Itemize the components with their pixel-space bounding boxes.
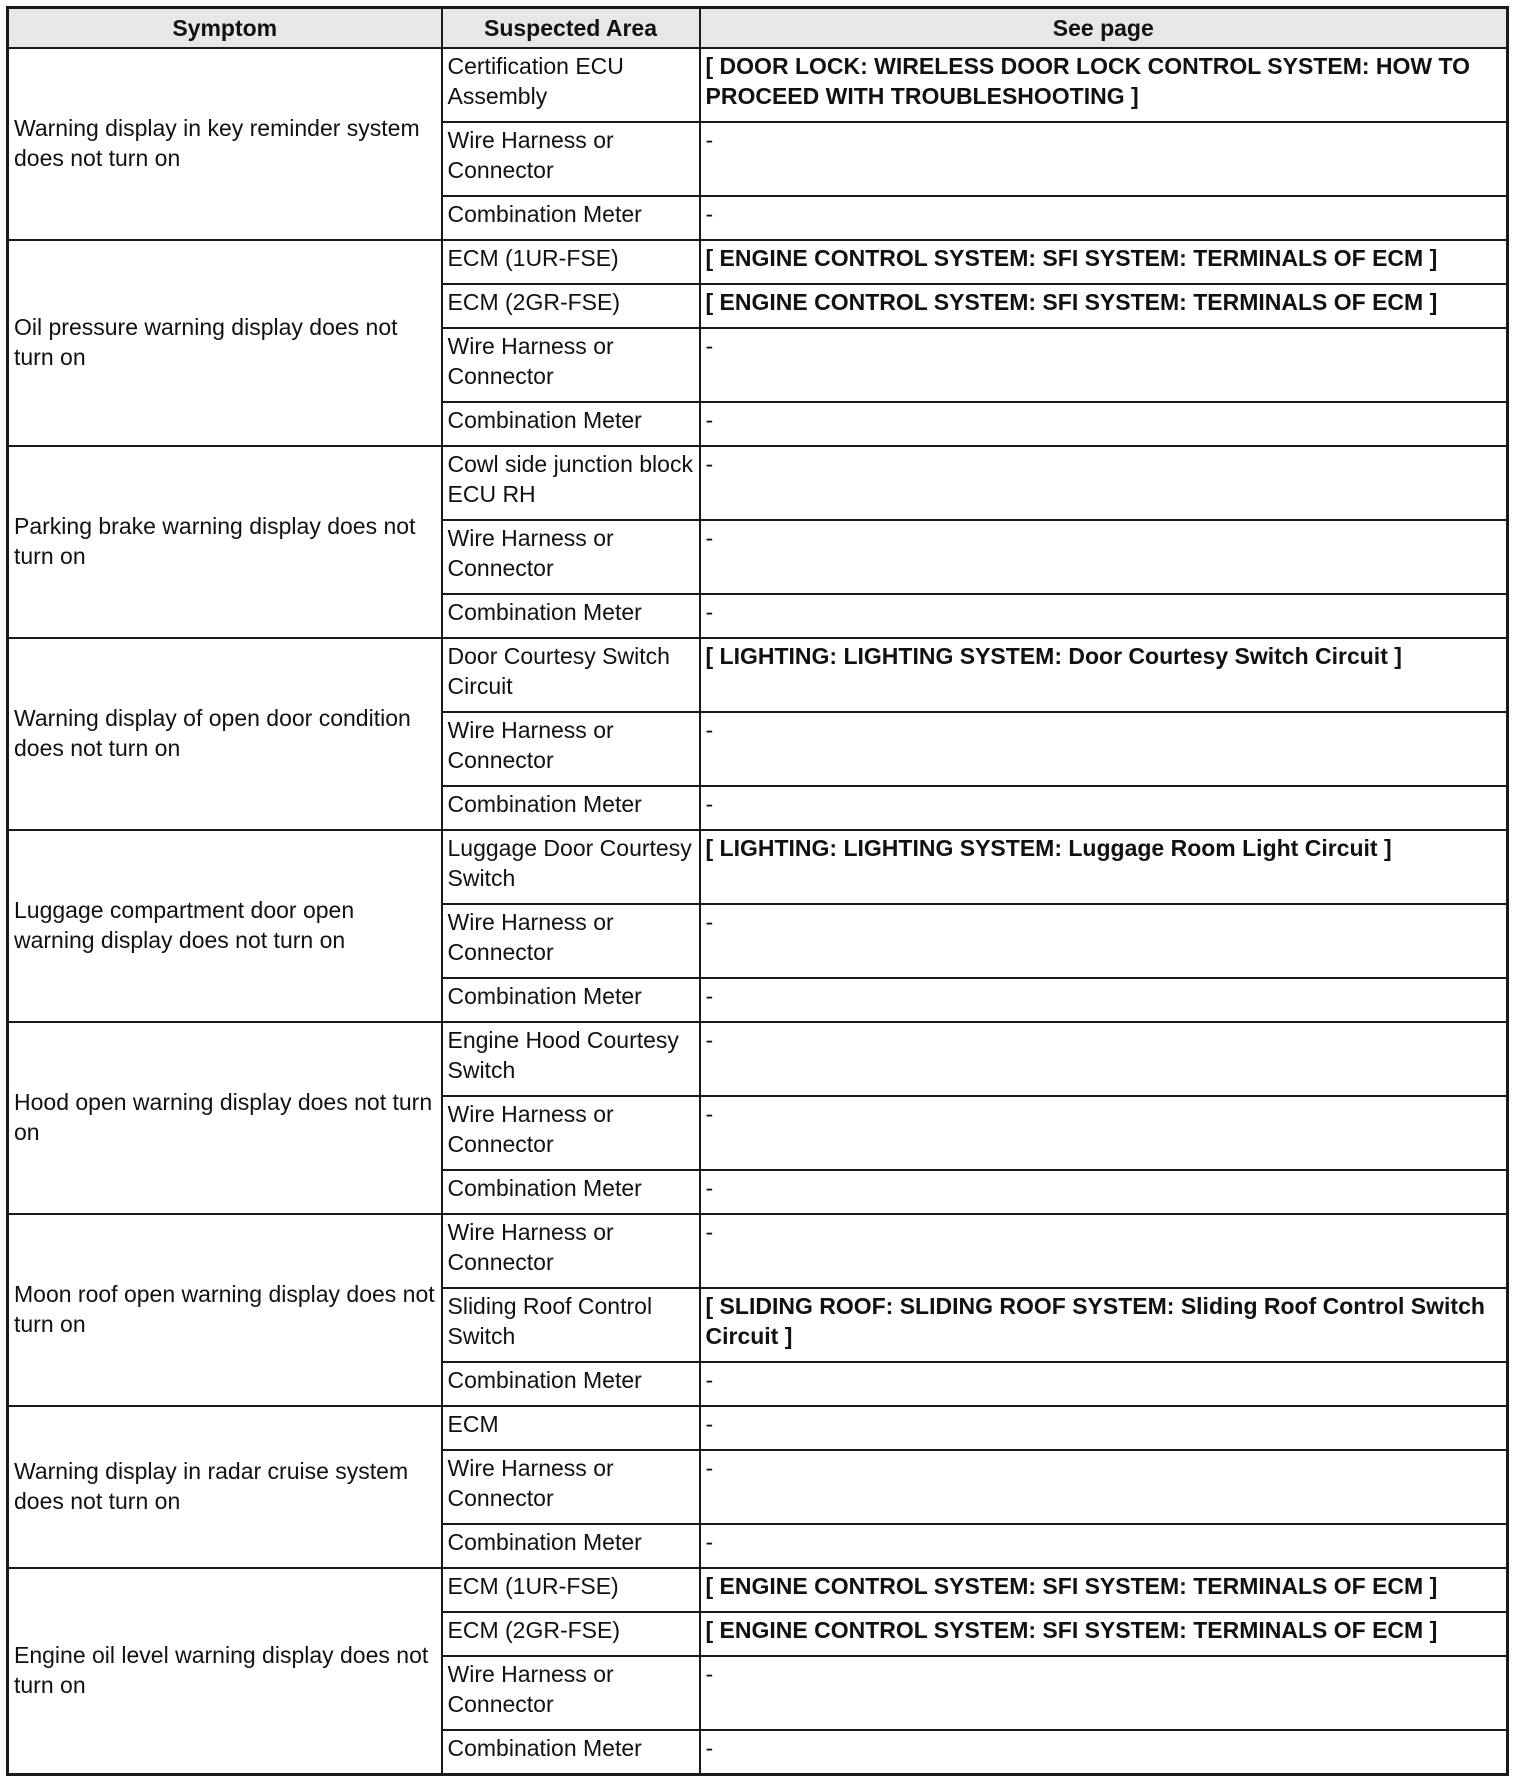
see-page-cell: - bbox=[700, 978, 1508, 1022]
table-row bbox=[8, 1214, 1508, 1288]
symptom-cell: Oil pressure warning display does not turn on bbox=[8, 240, 442, 446]
suspected-area-cell: ECM bbox=[442, 1406, 700, 1450]
suspected-area-cell: Combination Meter bbox=[442, 594, 700, 638]
symptom-cell: Luggage compartment door open warning display does not turn on bbox=[8, 830, 442, 1022]
table-row bbox=[8, 48, 1508, 122]
see-page-cell: - bbox=[700, 402, 1508, 446]
see-page-cell: - bbox=[700, 1096, 1508, 1170]
see-page-cell: - bbox=[700, 196, 1508, 240]
suspected-area-cell: Combination Meter bbox=[442, 1730, 700, 1775]
see-page-cell: - bbox=[700, 446, 1508, 520]
suspected-area-cell: ECM (1UR-FSE) bbox=[442, 240, 700, 284]
see-page-reference: [ SLIDING ROOF: SLIDING ROOF SYSTEM: Sliding Roof Control Switch Circuit ] bbox=[700, 1288, 1508, 1362]
suspected-area-cell: Door Courtesy Switch Circuit bbox=[442, 638, 700, 712]
header-row bbox=[8, 8, 1508, 49]
suspected-area-cell: Certification ECU Assembly bbox=[442, 48, 700, 122]
see-page-cell: - bbox=[700, 594, 1508, 638]
see-page-cell: - bbox=[700, 122, 1508, 196]
see-page-reference: [ ENGINE CONTROL SYSTEM: SFI SYSTEM: TERMINALS OF ECM ] bbox=[700, 1612, 1508, 1656]
see-page-cell: - bbox=[700, 328, 1508, 402]
suspected-area-cell: ECM (1UR-FSE) bbox=[442, 1568, 700, 1612]
suspected-area-cell: Engine Hood Courtesy Switch bbox=[442, 1022, 700, 1096]
suspected-area-cell: Wire Harness or Connector bbox=[442, 1656, 700, 1730]
symptom-cell: Moon roof open warning display does not turn on bbox=[8, 1214, 442, 1406]
suspected-area-cell: ECM (2GR-FSE) bbox=[442, 284, 700, 328]
see-page-reference: [ ENGINE CONTROL SYSTEM: SFI SYSTEM: TERMINALS OF ECM ] bbox=[700, 284, 1508, 328]
symptom-cell: Engine oil level warning display does not turn on bbox=[8, 1568, 442, 1775]
see-page-cell: - bbox=[700, 1524, 1508, 1568]
symptom-cell: Warning display in key reminder system does not turn on bbox=[8, 48, 442, 240]
suspected-area-cell: Wire Harness or Connector bbox=[442, 122, 700, 196]
suspected-area-cell: Combination Meter bbox=[442, 1170, 700, 1214]
suspected-area-cell: Wire Harness or Connector bbox=[442, 1096, 700, 1170]
table-row bbox=[8, 1022, 1508, 1096]
header-suspected-area: Suspected Area bbox=[442, 8, 700, 49]
see-page-cell: - bbox=[700, 1022, 1508, 1096]
suspected-area-cell: Combination Meter bbox=[442, 1524, 700, 1568]
table-row bbox=[8, 446, 1508, 520]
symptom-cell: Warning display in radar cruise system does not turn on bbox=[8, 1406, 442, 1568]
suspected-area-cell: Wire Harness or Connector bbox=[442, 712, 700, 786]
see-page-cell: - bbox=[700, 1450, 1508, 1524]
symptom-cell: Parking brake warning display does not turn on bbox=[8, 446, 442, 638]
see-page-cell: - bbox=[700, 1730, 1508, 1775]
symptom-cell: Warning display of open door condition does not turn on bbox=[8, 638, 442, 830]
see-page-cell: - bbox=[700, 1170, 1508, 1214]
header-see-page: See page bbox=[700, 8, 1508, 49]
suspected-area-cell: Wire Harness or Connector bbox=[442, 1450, 700, 1524]
see-page-cell: - bbox=[700, 904, 1508, 978]
table-row bbox=[8, 830, 1508, 904]
suspected-area-cell: Combination Meter bbox=[442, 978, 700, 1022]
table-row bbox=[8, 1568, 1508, 1612]
header-symptom: Symptom bbox=[8, 8, 442, 49]
suspected-area-cell: Combination Meter bbox=[442, 402, 700, 446]
suspected-area-cell: Wire Harness or Connector bbox=[442, 1214, 700, 1288]
see-page-cell: - bbox=[700, 1656, 1508, 1730]
suspected-area-cell: Combination Meter bbox=[442, 196, 700, 240]
table-row bbox=[8, 1406, 1508, 1450]
see-page-cell: - bbox=[700, 786, 1508, 830]
suspected-area-cell: Wire Harness or Connector bbox=[442, 328, 700, 402]
suspected-area-cell: Wire Harness or Connector bbox=[442, 904, 700, 978]
suspected-area-cell: Wire Harness or Connector bbox=[442, 520, 700, 594]
suspected-area-cell: Sliding Roof Control Switch bbox=[442, 1288, 700, 1362]
suspected-area-cell: Combination Meter bbox=[442, 786, 700, 830]
see-page-reference: [ DOOR LOCK: WIRELESS DOOR LOCK CONTROL SYSTEM: HOW TO PROCEED WITH TROUBLESHOOTING ] bbox=[700, 48, 1508, 122]
see-page-reference: [ LIGHTING: LIGHTING SYSTEM: Door Courtesy Switch Circuit ] bbox=[700, 638, 1508, 712]
see-page-cell: - bbox=[700, 1362, 1508, 1406]
see-page-cell: - bbox=[700, 520, 1508, 594]
suspected-area-cell: ECM (2GR-FSE) bbox=[442, 1612, 700, 1656]
troubleshooting-table bbox=[6, 6, 1509, 1776]
see-page-cell: - bbox=[700, 1214, 1508, 1288]
see-page-reference: [ ENGINE CONTROL SYSTEM: SFI SYSTEM: TERMINALS OF ECM ] bbox=[700, 240, 1508, 284]
suspected-area-cell: Luggage Door Courtesy Switch bbox=[442, 830, 700, 904]
table-row bbox=[8, 240, 1508, 284]
table-row bbox=[8, 638, 1508, 712]
see-page-reference: [ ENGINE CONTROL SYSTEM: SFI SYSTEM: TERMINALS OF ECM ] bbox=[700, 1568, 1508, 1612]
suspected-area-cell: Cowl side junction block ECU RH bbox=[442, 446, 700, 520]
see-page-reference: [ LIGHTING: LIGHTING SYSTEM: Luggage Room Light Circuit ] bbox=[700, 830, 1508, 904]
suspected-area-cell: Combination Meter bbox=[442, 1362, 700, 1406]
table-header bbox=[8, 8, 1508, 49]
table-body bbox=[8, 48, 1508, 1775]
symptom-cell: Hood open warning display does not turn on bbox=[8, 1022, 442, 1214]
see-page-cell: - bbox=[700, 1406, 1508, 1450]
see-page-cell: - bbox=[700, 712, 1508, 786]
